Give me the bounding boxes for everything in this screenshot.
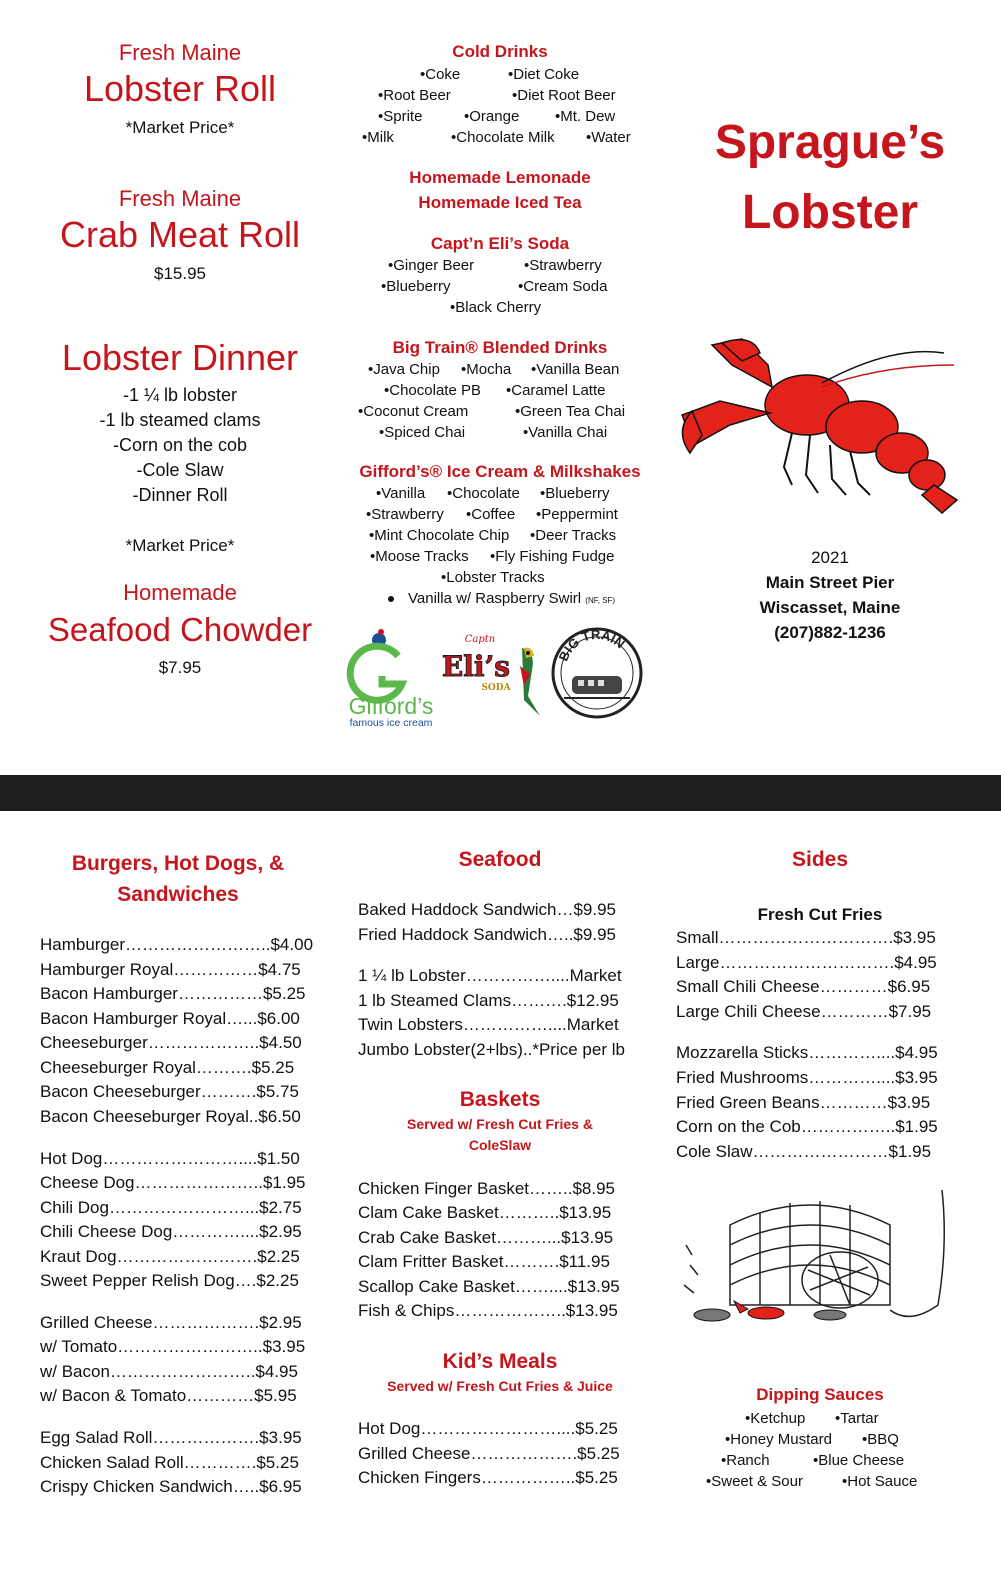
baskets-title: Baskets [459, 1088, 541, 1111]
drink-item: •Lobster Tracks [441, 569, 545, 586]
drink-item: •Mocha [461, 361, 512, 378]
crab-roll-price: $15.95 [154, 264, 206, 283]
fold-divider [0, 775, 1001, 811]
crab-roll-pre: Fresh Maine [118, 186, 242, 211]
drink-item: •Java Chip [368, 361, 440, 378]
lobster-roll-pre: Fresh Maine [118, 40, 242, 65]
menu-item: Mozzarella Sticks…………....$4.95 [676, 1043, 938, 1062]
sauce-item: •Tartar [835, 1410, 879, 1427]
menu-item: Cheeseburger Royal……….$5.25 [40, 1058, 295, 1077]
sauce-item: •Sweet & Sour [706, 1473, 803, 1490]
menu-item: Kraut Dog…………………….$2.25 [40, 1247, 300, 1266]
baskets-subtitle [350, 1114, 650, 1156]
drink-item: •Root Beer [378, 87, 451, 104]
brand-line2: Lobster [741, 186, 918, 239]
menu-item: 1 lb Steamed Clams……….$12.95 [358, 991, 619, 1010]
seafood-title: Seafood [458, 848, 542, 871]
menu-item: Fried Mushrooms…………....$3.95 [676, 1068, 938, 1087]
dinner-item: -Dinner Roll [132, 485, 228, 505]
menu-item: Twin Lobsters……………....Market [358, 1015, 619, 1034]
cold-drinks-title: Cold Drinks [452, 42, 548, 61]
drink-item: •Vanilla [376, 485, 426, 502]
address-town: Wiscasset, Maine [759, 598, 901, 617]
big-train-logo [550, 626, 644, 720]
drink-item: •Caramel Latte [506, 382, 606, 399]
giffords-title: Gifford’s® Ice Cream & Milkshakes [359, 462, 641, 481]
drink-item: •Sprite [378, 108, 423, 125]
drink-item: •Strawberry [366, 506, 444, 523]
menu-item: Jumbo Lobster(2+lbs)..*Price per lb [358, 1040, 625, 1059]
menu-item: w/ Tomato……………………..$3.95 [40, 1337, 306, 1356]
menu-item: Hamburger……………………..$4.00 [40, 935, 314, 954]
drink-item: •Chocolate PB [384, 382, 481, 399]
drink-item: •Blueberry [381, 278, 451, 295]
sauces-title: Dipping Sauces [756, 1385, 884, 1404]
chowder-block [20, 580, 340, 678]
menu-item: Scallop Cake Basket……....$13.95 [358, 1277, 620, 1296]
dinner-item: -Corn on the cob [112, 435, 248, 455]
lobster-illustration [672, 335, 962, 525]
sauce-item: •BBQ [862, 1431, 899, 1448]
drink-item: •Green Tea Chai [515, 403, 626, 420]
menu-item: Clam Fritter Basket……….$11.95 [358, 1252, 610, 1271]
menu-item: Clam Cake Basket………..$13.95 [358, 1203, 612, 1222]
sides-title: Sides [791, 848, 849, 871]
elis-logo-text: Eli’s [441, 650, 511, 683]
drink-item: •Orange [464, 108, 520, 125]
drink-item: •Black Cherry [450, 299, 542, 316]
lobster-roll-name: Lobster Roll [83, 68, 277, 109]
swirl-note: (NF, SF) [585, 596, 616, 605]
drink-item: •Cream Soda [518, 278, 608, 295]
chowder-pre: Homemade [123, 580, 237, 605]
drink-item: •Strawberry [524, 257, 602, 274]
drink-item: •Diet Root Beer [512, 87, 616, 104]
menu-item: Chili Dog……………………...$2.75 [40, 1198, 302, 1217]
menu-item: Corn on the Cob……………..$1.95 [676, 1117, 938, 1136]
menu-item: Baked Haddock Sandwich…$9.95 [358, 900, 616, 919]
lobster-roll-price: *Market Price* [125, 118, 235, 137]
menu-item: Grilled Cheese……………….$2.95 [40, 1313, 302, 1332]
burgers-title-line2: Sandwiches [117, 883, 239, 906]
menu-item: Small Chili Cheese…………$6.95 [676, 977, 931, 996]
crab-roll-block [20, 186, 340, 284]
drink-item: •Coffee [466, 506, 516, 523]
elis-logo-top: Captn [464, 634, 496, 645]
menu-item: Bacon Hamburger Royal…...$6.00 [40, 1009, 300, 1028]
menu-item: Cole Slaw……………………$1.95 [676, 1142, 932, 1161]
burgers-title [28, 848, 328, 910]
menu-item: 1 ¼ lb Lobster……………....Market [358, 966, 622, 985]
drink-item: •Milk [362, 129, 394, 146]
sauce-item: •Hot Sauce [842, 1473, 918, 1490]
drink-item: •Chocolate Milk [451, 129, 555, 146]
burgers-title-line1: Burgers, Hot Dogs, & [71, 852, 285, 875]
lobster-dinner-block [20, 335, 340, 556]
menu-item: Bacon Cheeseburger Royal..$6.50 [40, 1107, 301, 1126]
drink-item: •Moose Tracks [370, 548, 469, 565]
drink-item: •Peppermint [536, 506, 618, 523]
menu-item: Cheese Dog…………………..$1.95 [40, 1173, 306, 1192]
bullet-dot [388, 596, 394, 602]
menu-item: Hot Dog……………………....$1.50 [40, 1149, 300, 1168]
menu-item: Hamburger Royal……………$4.75 [40, 960, 301, 979]
bigtrain-title: Big Train® Blended Drinks [392, 338, 608, 357]
menu-item: Chicken Salad Roll………….$5.25 [40, 1453, 299, 1472]
dinner-item: -1 ¼ lb lobster [122, 385, 238, 405]
chowder-price: $7.95 [158, 658, 202, 677]
soda-title: Capt’n Eli’s Soda [430, 234, 570, 253]
menu-item: Bacon Cheeseburger……….$5.75 [40, 1082, 299, 1101]
menu-item: Fried Haddock Sandwich…..$9.95 [358, 925, 616, 944]
menu-item: Cheeseburger………………..$4.50 [40, 1033, 302, 1052]
kids-title: Kid’s Meals [442, 1350, 558, 1373]
address-phone: (207)882-1236 [774, 623, 886, 642]
drink-item: •Coke [420, 66, 461, 83]
drink-item: •Spiced Chai [379, 424, 466, 441]
menu-item: Bacon Hamburger……………$5.25 [40, 984, 306, 1003]
brand-title [680, 108, 980, 248]
big-train-text: BIG TRAIN [555, 626, 628, 664]
swirl-label: Vanilla w/ Raspberry Swirl [408, 590, 582, 607]
lobster-dinner-items [20, 383, 340, 508]
drink-item: •Fly Fishing Fudge [490, 548, 615, 565]
fries-title: Fresh Cut Fries [757, 905, 883, 924]
chowder-name: Seafood Chowder [47, 611, 313, 648]
menu-item: Chicken Finger Basket……..$8.95 [358, 1179, 616, 1198]
drink-item: •Ginger Beer [388, 257, 475, 274]
menu-item: w/ Bacon……………………..$4.95 [40, 1362, 298, 1381]
address-street: Main Street Pier [765, 573, 895, 592]
menu-item: Crab Cake Basket………...$13.95 [358, 1228, 614, 1247]
kids-subtitle: Served w/ Fresh Cut Fries & Juice [387, 1378, 613, 1394]
drink-item: •Deer Tracks [530, 527, 617, 544]
giffords-logo-text: Gifford’s [348, 693, 434, 719]
menu-item: Hot Dog……………………....$5.25 [358, 1419, 618, 1438]
crab-roll-name: Crab Meat Roll [59, 214, 301, 255]
menu-item: Fried Green Beans…………$3.95 [676, 1093, 931, 1112]
baskets-sub-line2: ColeSlaw [468, 1137, 532, 1153]
menu-item: Chicken Fingers……………..$5.25 [358, 1468, 618, 1487]
drink-item: •Vanilla Chai [523, 424, 608, 441]
address-year: 2021 [811, 548, 849, 567]
sauce-item: •Blue Cheese [813, 1452, 905, 1469]
menu-item: Fish & Chips………………..$13.95 [358, 1301, 618, 1320]
giffords-logo [336, 622, 446, 732]
drink-item: •Diet Coke [508, 66, 580, 83]
brand-line1: Sprague’s [714, 116, 946, 169]
lobster-roll-block [20, 40, 340, 138]
drink-item: •Coconut Cream [358, 403, 469, 420]
lobster-dinner-price: *Market Price* [125, 536, 235, 555]
drink-item: •Water [586, 129, 631, 146]
menu-item: Egg Salad Roll……………….$3.95 [40, 1428, 302, 1447]
menu-item: Grilled Cheese……………….$5.25 [358, 1444, 620, 1463]
menu-item: Sweet Pepper Relish Dog….$2.25 [40, 1271, 299, 1290]
menu-item: Large Chili Cheese…………$7.95 [676, 1002, 932, 1021]
sauce-item: •Ketchup [745, 1410, 806, 1427]
elis-logo-soda: SODA [481, 683, 511, 693]
sauce-item: •Ranch [721, 1452, 770, 1469]
menu-item: Large………………………….$4.95 [676, 953, 937, 972]
giffords-logo-sub: famous ice cream [349, 717, 433, 729]
baskets-sub-line1: Served w/ Fresh Cut Fries & [407, 1116, 593, 1132]
sauce-item: •Honey Mustard [725, 1431, 832, 1448]
swirl-item [388, 590, 615, 607]
address-block [680, 545, 980, 645]
lobster-trap-illustration [680, 1185, 950, 1335]
menu-item: Small………………………….$3.95 [676, 928, 936, 947]
drink-item: •Mt. Dew [555, 108, 616, 125]
drink-item: •Chocolate [447, 485, 520, 502]
drink-item: •Vanilla Bean [531, 361, 620, 378]
capt-elis-logo [440, 626, 552, 718]
icedtea-title: Homemade Iced Tea [418, 193, 582, 212]
menu-item: Chili Cheese Dog…………....$2.95 [40, 1222, 302, 1241]
menu-item: w/ Bacon & Tomato…………$5.95 [40, 1386, 297, 1405]
dinner-item: -Cole Slaw [136, 460, 224, 480]
menu-item: Crispy Chicken Sandwich…..$6.95 [40, 1477, 302, 1496]
lemonade-title: Homemade Lemonade [409, 168, 591, 187]
lobster-dinner-name: Lobster Dinner [61, 337, 299, 378]
drink-item: •Mint Chocolate Chip [369, 527, 510, 544]
drink-item: •Blueberry [540, 485, 610, 502]
dinner-item: -1 lb steamed clams [99, 410, 261, 430]
